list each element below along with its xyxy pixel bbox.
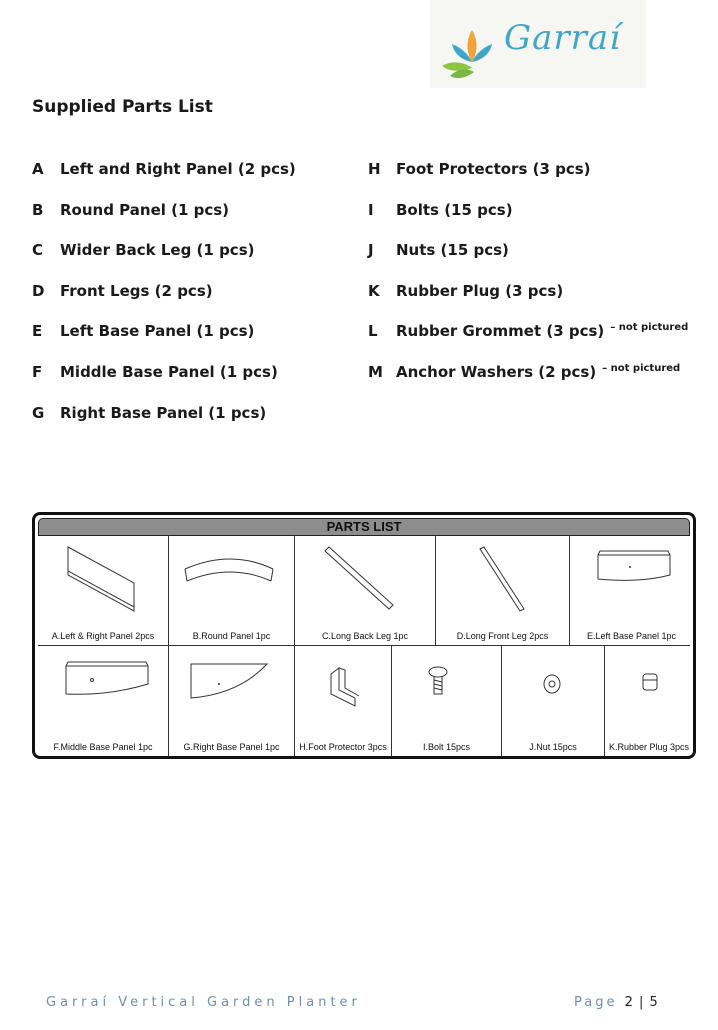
part-name: Foot Protectors (3 pcs) — [396, 160, 591, 178]
part-letter: J — [368, 241, 374, 260]
diagram-title: PARTS LIST — [38, 518, 690, 536]
part-letter: F — [32, 362, 43, 381]
list-item — [32, 241, 372, 282]
part-letter: K — [368, 281, 380, 300]
part-cell-d — [436, 535, 570, 645]
brand-logo — [430, 0, 646, 88]
part-label: G.Right Base Panel 1pc — [183, 742, 280, 752]
part-name: Left Base Panel (1 pcs) — [60, 322, 255, 341]
list-item — [32, 201, 372, 242]
foot-protector-illustration — [295, 646, 392, 756]
part-letter: G — [32, 403, 45, 422]
parts-list-left — [32, 160, 372, 444]
part-name: Bolts (15 pcs) — [396, 200, 513, 219]
list-item — [368, 241, 708, 282]
part-name: Rubber Plug (3 pcs) — [396, 281, 564, 300]
part-letter: E — [32, 322, 43, 341]
back-leg-illustration — [295, 535, 436, 645]
part-label: K.Rubber Plug 3pcs — [608, 742, 690, 752]
part-name: Right Base Panel (1 pcs) — [60, 403, 267, 422]
part-cell-i — [392, 646, 502, 756]
footer-document-title: Garraí Vertical Garden Planter — [46, 995, 361, 1010]
footer-page-number — [574, 995, 659, 1010]
part-label: J.Nut 15pcs — [529, 742, 577, 752]
page-number: 2 | 5 — [624, 995, 659, 1010]
nut-icon — [502, 646, 605, 756]
round-panel-illustration — [169, 535, 295, 645]
list-item — [368, 201, 708, 242]
part-name: Left and Right Panel (2 pcs) — [60, 160, 296, 178]
part-note: – not pictured — [610, 322, 689, 334]
part-letter: M — [368, 362, 383, 381]
part-label: D.Long Front Leg 2pcs — [456, 631, 549, 641]
part-name: Nuts (15 pcs) — [396, 241, 509, 260]
part-name: Front Legs (2 pcs) — [60, 281, 213, 300]
part-name: Rubber Grommet (3 pcs) — [396, 322, 605, 341]
part-cell-a — [38, 535, 169, 645]
part-name: Middle Base Panel (1 pcs) — [60, 362, 278, 381]
part-cell-k — [605, 646, 693, 756]
part-name: Anchor Washers (2 pcs) — [396, 362, 597, 381]
part-note: – not pictured — [602, 362, 681, 374]
list-item — [32, 282, 372, 323]
page-title: Supplied Parts List — [32, 97, 213, 117]
part-letter: B — [32, 200, 44, 219]
part-cell-e — [570, 535, 693, 645]
list-item — [368, 160, 708, 201]
right-base-panel-illustration — [169, 646, 295, 756]
logo-wordmark: Garraí — [504, 18, 622, 58]
parts-list-right — [368, 160, 708, 404]
page-label: Page — [574, 995, 618, 1010]
part-cell-g — [169, 646, 295, 756]
part-name: Wider Back Leg (1 pcs) — [60, 241, 255, 260]
part-letter: A — [32, 160, 44, 178]
part-cell-b — [169, 535, 295, 645]
list-item — [368, 282, 708, 323]
part-label: I.Bolt 15pcs — [422, 742, 471, 752]
front-leg-illustration — [436, 535, 570, 645]
part-cell-c — [295, 535, 436, 645]
rubber-plug-icon — [605, 646, 693, 756]
part-label: C.Long Back Leg 1pc — [321, 631, 409, 641]
part-cell-f — [38, 646, 169, 756]
part-label: A.Left & Right Panel 2pcs — [51, 631, 155, 641]
part-letter: C — [32, 241, 44, 260]
part-label: E.Left Base Panel 1pc — [586, 631, 677, 641]
list-item — [32, 322, 372, 363]
part-cell-h — [295, 646, 392, 756]
list-item — [368, 322, 708, 363]
middle-base-panel-illustration — [38, 646, 169, 756]
list-item — [368, 363, 708, 404]
list-item — [32, 160, 372, 201]
part-letter: H — [368, 160, 381, 178]
side-panel-illustration — [38, 535, 169, 645]
left-base-panel-illustration — [570, 535, 693, 645]
part-letter: L — [368, 322, 378, 341]
part-label: F.Middle Base Panel 1pc — [53, 742, 153, 752]
list-item — [32, 363, 372, 404]
bolt-icon — [392, 646, 502, 756]
lotus-leaf-icon — [438, 10, 508, 90]
part-letter: D — [32, 281, 45, 300]
parts-diagram — [32, 512, 696, 759]
part-name: Round Panel (1 pcs) — [60, 200, 230, 219]
part-label: H.Foot Protector 3pcs — [299, 742, 387, 752]
list-item — [32, 404, 372, 445]
part-letter: I — [368, 200, 374, 219]
part-label: B.Round Panel 1pc — [192, 631, 271, 641]
part-cell-j — [502, 646, 605, 756]
